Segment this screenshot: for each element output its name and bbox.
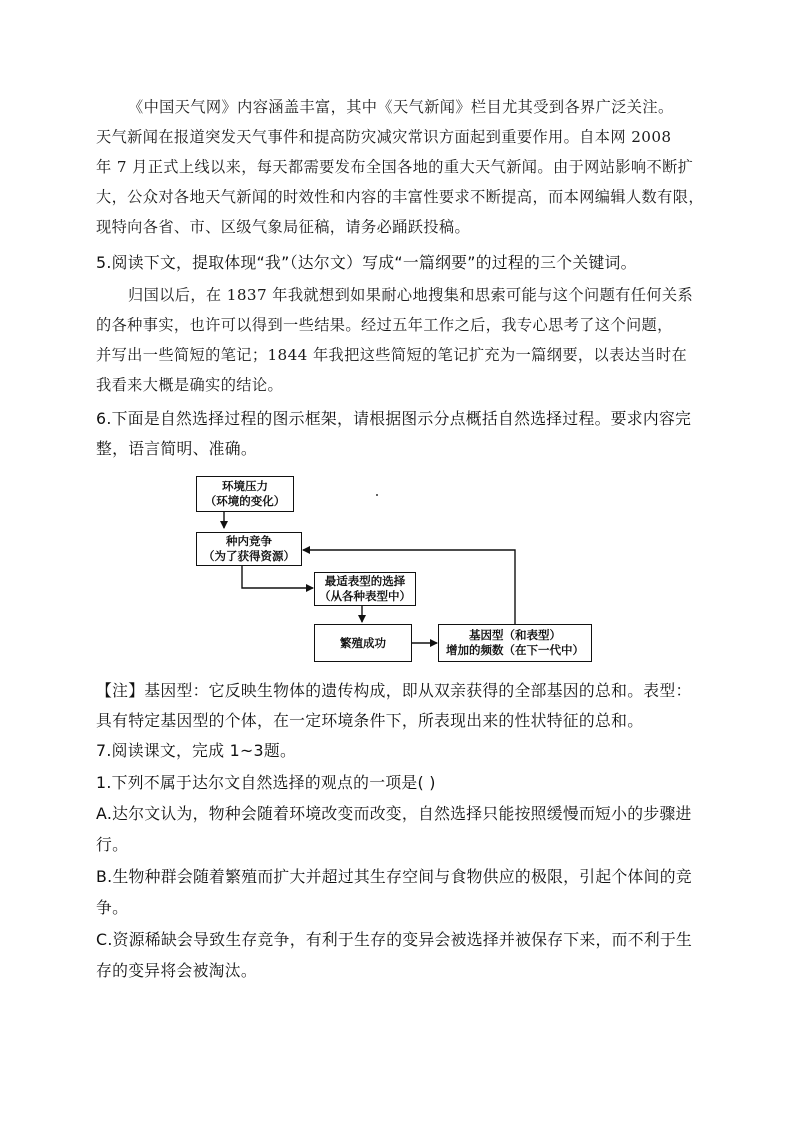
passage-line-5: 现特向各省、市、区级气象局征稿，请务必踊跃投稿。 — [96, 218, 471, 236]
box1-line-2: （环境的变化） — [204, 494, 286, 508]
question-5-prompt: 5.阅读下文，提取体现“我”（达尔文）写成“一篇纲要”的过程的三个关键词。 — [96, 253, 637, 272]
question-6-prompt-line-1: 6.下面是自然选择过程的图示框架，请根据图示分点概括自然选择过程。要求内容完 — [96, 409, 692, 428]
box2-line-1: 种内竞争 — [226, 534, 272, 548]
box2-line-2: （为了获得资源） — [203, 549, 295, 563]
question-7-prompt: 7.阅读课文，完成 1~3题。 — [96, 741, 297, 760]
question-7-sub-1: 1.下列不属于达尔文自然选择的观点的一项是( ) — [96, 773, 436, 792]
box5-line-2: 增加的频数（在下一代中） — [446, 643, 584, 657]
note-line-1: 【注】基因型：它反映生物体的遗传构成，即从双亲获得的全部基因的总和。表型： — [96, 681, 692, 700]
q5-passage-line-1: 归国以后，在 1837 年我就想到如果耐心地搜集和思索可能与这个问题有任何关系 — [128, 286, 694, 304]
box-environmental-pressure — [196, 476, 294, 512]
arrow-2-to-3 — [242, 566, 313, 588]
option-b-line-2: 争。 — [96, 898, 129, 917]
q5-passage-line-4: 我看来大概是确实的结论。 — [96, 376, 284, 394]
box4-line-1: 繁殖成功 — [340, 635, 386, 650]
box3-line-1: 最适表型的选择 — [324, 574, 406, 588]
question-6-prompt-line-2: 整，语言简明、准确。 — [96, 439, 257, 458]
box3-line-2: （从各种表型中） — [319, 589, 411, 603]
natural-selection-diagram — [180, 472, 600, 668]
q5-passage-line-2: 的各种事实，也许可以得到一些结果。经过五年工作之后，我专心思考了这个问题， — [96, 316, 673, 334]
option-c-line-1: C.资源稀缺会导致生存竞争，有利于生存的变异会被选择并被保存下来，而不利于生 — [96, 930, 693, 949]
box-reproductive-success — [314, 624, 412, 662]
box5-line-1: 基因型（和表型） — [469, 628, 561, 642]
note-line-2: 具有特定基因型的个体，在一定环境条件下，所表现出来的性状特征的总和。 — [96, 711, 644, 730]
passage-line-4: 大，公众对各地天气新闻的时效性和内容的丰富性要求不断提高，而本网编辑人数有限， — [96, 188, 704, 206]
box-optimal-phenotype-selection — [314, 572, 416, 606]
box-intraspecific-competition — [196, 532, 302, 566]
scan-speck — [376, 494, 378, 496]
option-c-line-2: 存的变异将会被淘汰。 — [96, 961, 257, 980]
passage-line-2: 天气新闻在报道突发天气事件和提高防灾减灾常识方面起到重要作用。自本网 2008 — [96, 128, 672, 146]
box-genotype-frequency — [438, 624, 592, 662]
option-b-line-1: B.生物种群会随着繁殖而扩大并超过其生存空间与食物供应的极限，引起个体间的竞 — [96, 867, 692, 886]
passage-line-1: 《中国天气网》内容涵盖丰富，其中《天气新闻》栏目尤其受到各界广泛关注。 — [128, 98, 674, 116]
q5-passage-line-3: 并写出一些简短的笔记；1844 年我把这些简短的笔记扩充为一篇纲要，以表达当时在 — [96, 346, 688, 364]
option-a-line-2: 行。 — [96, 835, 129, 854]
passage-line-3: 年 7 月正式上线以来，每天都需要发布全国各地的重大天气新闻。由于网站影响不断扩 — [96, 158, 694, 176]
box1-line-1: 环境压力 — [222, 479, 268, 493]
option-a-line-1: A.达尔文认为，物种会随着环境改变而改变，自然选择只能按照缓慢而短小的步骤进 — [96, 804, 692, 823]
